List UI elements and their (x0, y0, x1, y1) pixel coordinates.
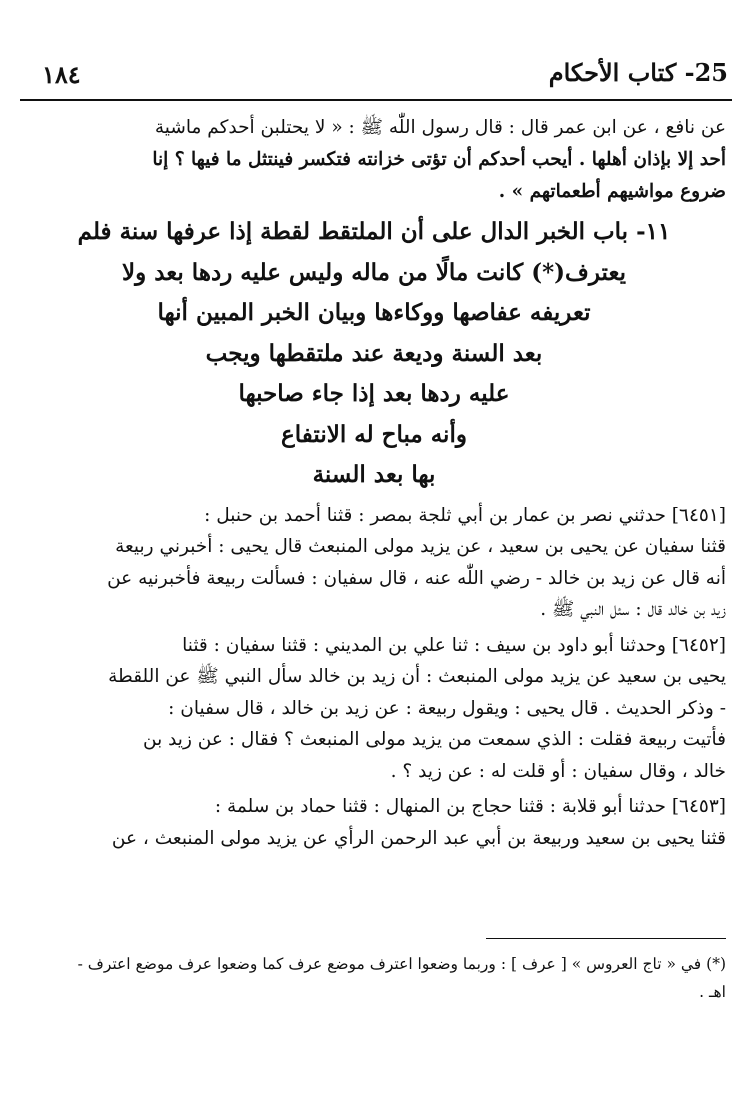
hadith-6453 (22, 791, 726, 854)
heading-line: تعريفه عفاصها ووكاءها وبيان الخبر المبين أنها (157, 299, 591, 326)
text-line: أحد إلا بإذان أهلها . أيحب أحدكم أن تؤتى خزانته فتكسر فينتثل ما فيها ؟ إنا (152, 149, 726, 170)
heading-line: ١١- باب الخبر الدال على أن الملتقط لقطة إذا عرفها سنة فلم (77, 218, 671, 245)
footnote-line: (*) في « تاج العروس » [ عرف ] : وربما وضعوا اعترف موضع عرف كما وضعوا عرف موضع اعترف - (77, 955, 726, 973)
footnote-line: اهـ . (699, 983, 726, 1001)
intro-paragraph (22, 112, 726, 208)
hadith-6451 (22, 500, 726, 626)
header-rule (20, 99, 732, 101)
hadith-6452 (22, 630, 726, 788)
heading-line: وأنه مباح له الانتفاع (281, 420, 467, 448)
text-line: أنه قال عن زيد بن خالد - رضي اللّٰه عنه ، قال سفيان : فسألت ربيعة فأخبرنيه عن (107, 567, 726, 589)
text-line: - وذكر الحديث . قال يحيى : ويقول ربيعة : عن زيد بن خالد ، قال سفيان : (168, 697, 726, 719)
text-line: [٦٤٥٣] حدثنا أبو قلابة : قثنا حجاج بن المنهال : قثنا حماد بن سلمة : (214, 796, 726, 817)
text-line: فأتيت ربيعة فقلت : الذي سمعت من يزيد مولى المنبعث ؟ فقال : عن زيد بن (142, 729, 726, 750)
chapter-heading (22, 212, 726, 496)
heading-line: يعترف(*) كانت مالًا من ماله وليس عليه ردها بعد ولا (122, 258, 626, 286)
text-line: ضروع مواشيهم أطعماتهم » . (498, 181, 726, 202)
page-header (22, 52, 730, 92)
main-text (22, 112, 726, 854)
page-number: ١٨٤ (42, 60, 81, 89)
text-line: يحيى بن سعيد عن يزيد مولى المنبعث : أن زيد بن خالد سأل النبي ﷺ عن اللقطة (108, 666, 726, 687)
footnote-rule (486, 938, 726, 939)
text-line: [٦٤٥١] حدثني نصر بن عمار بن أبي ثلجة بمصر : قثنا أحمد بن حنبل : (204, 504, 726, 526)
footnote (28, 950, 726, 1006)
text-line: قثنا يحيى بن سعيد وربيعة بن أبي عبد الرحمن الرأي عن يزيد مولى المنبعث ، عن (111, 827, 726, 849)
heading-line: بها بعد السنة (312, 461, 436, 488)
heading-line: بعد السنة وديعة عند ملتقطها ويجب (205, 339, 543, 367)
text-line: عن نافع ، عن ابن عمر قال : قال رسول اللّٰه ﷺ : « لا يحتلبن أحدكم ماشية (154, 117, 726, 138)
running-title: 25- كتاب الأحكام (548, 58, 728, 87)
text-line: خالد ، وقال سفيان : أو قلت له : عن زيد ؟ . (390, 760, 726, 782)
text-line: زيد بن خالد قال : سئل النبي ﷺ . (540, 599, 726, 620)
heading-line: عليه ردها بعد إذا جاء صاحبها (238, 380, 510, 407)
text-line: قثنا سفيان عن يحيى بن سعيد ، عن يزيد مولى المنبعث قال يحيى : أخبرني ربيعة (115, 536, 726, 557)
text-line: [٦٤٥٢] وحدثنا أبو داود بن سيف : ثنا علي بن المديني : قثنا سفيان : قثنا (182, 634, 726, 656)
